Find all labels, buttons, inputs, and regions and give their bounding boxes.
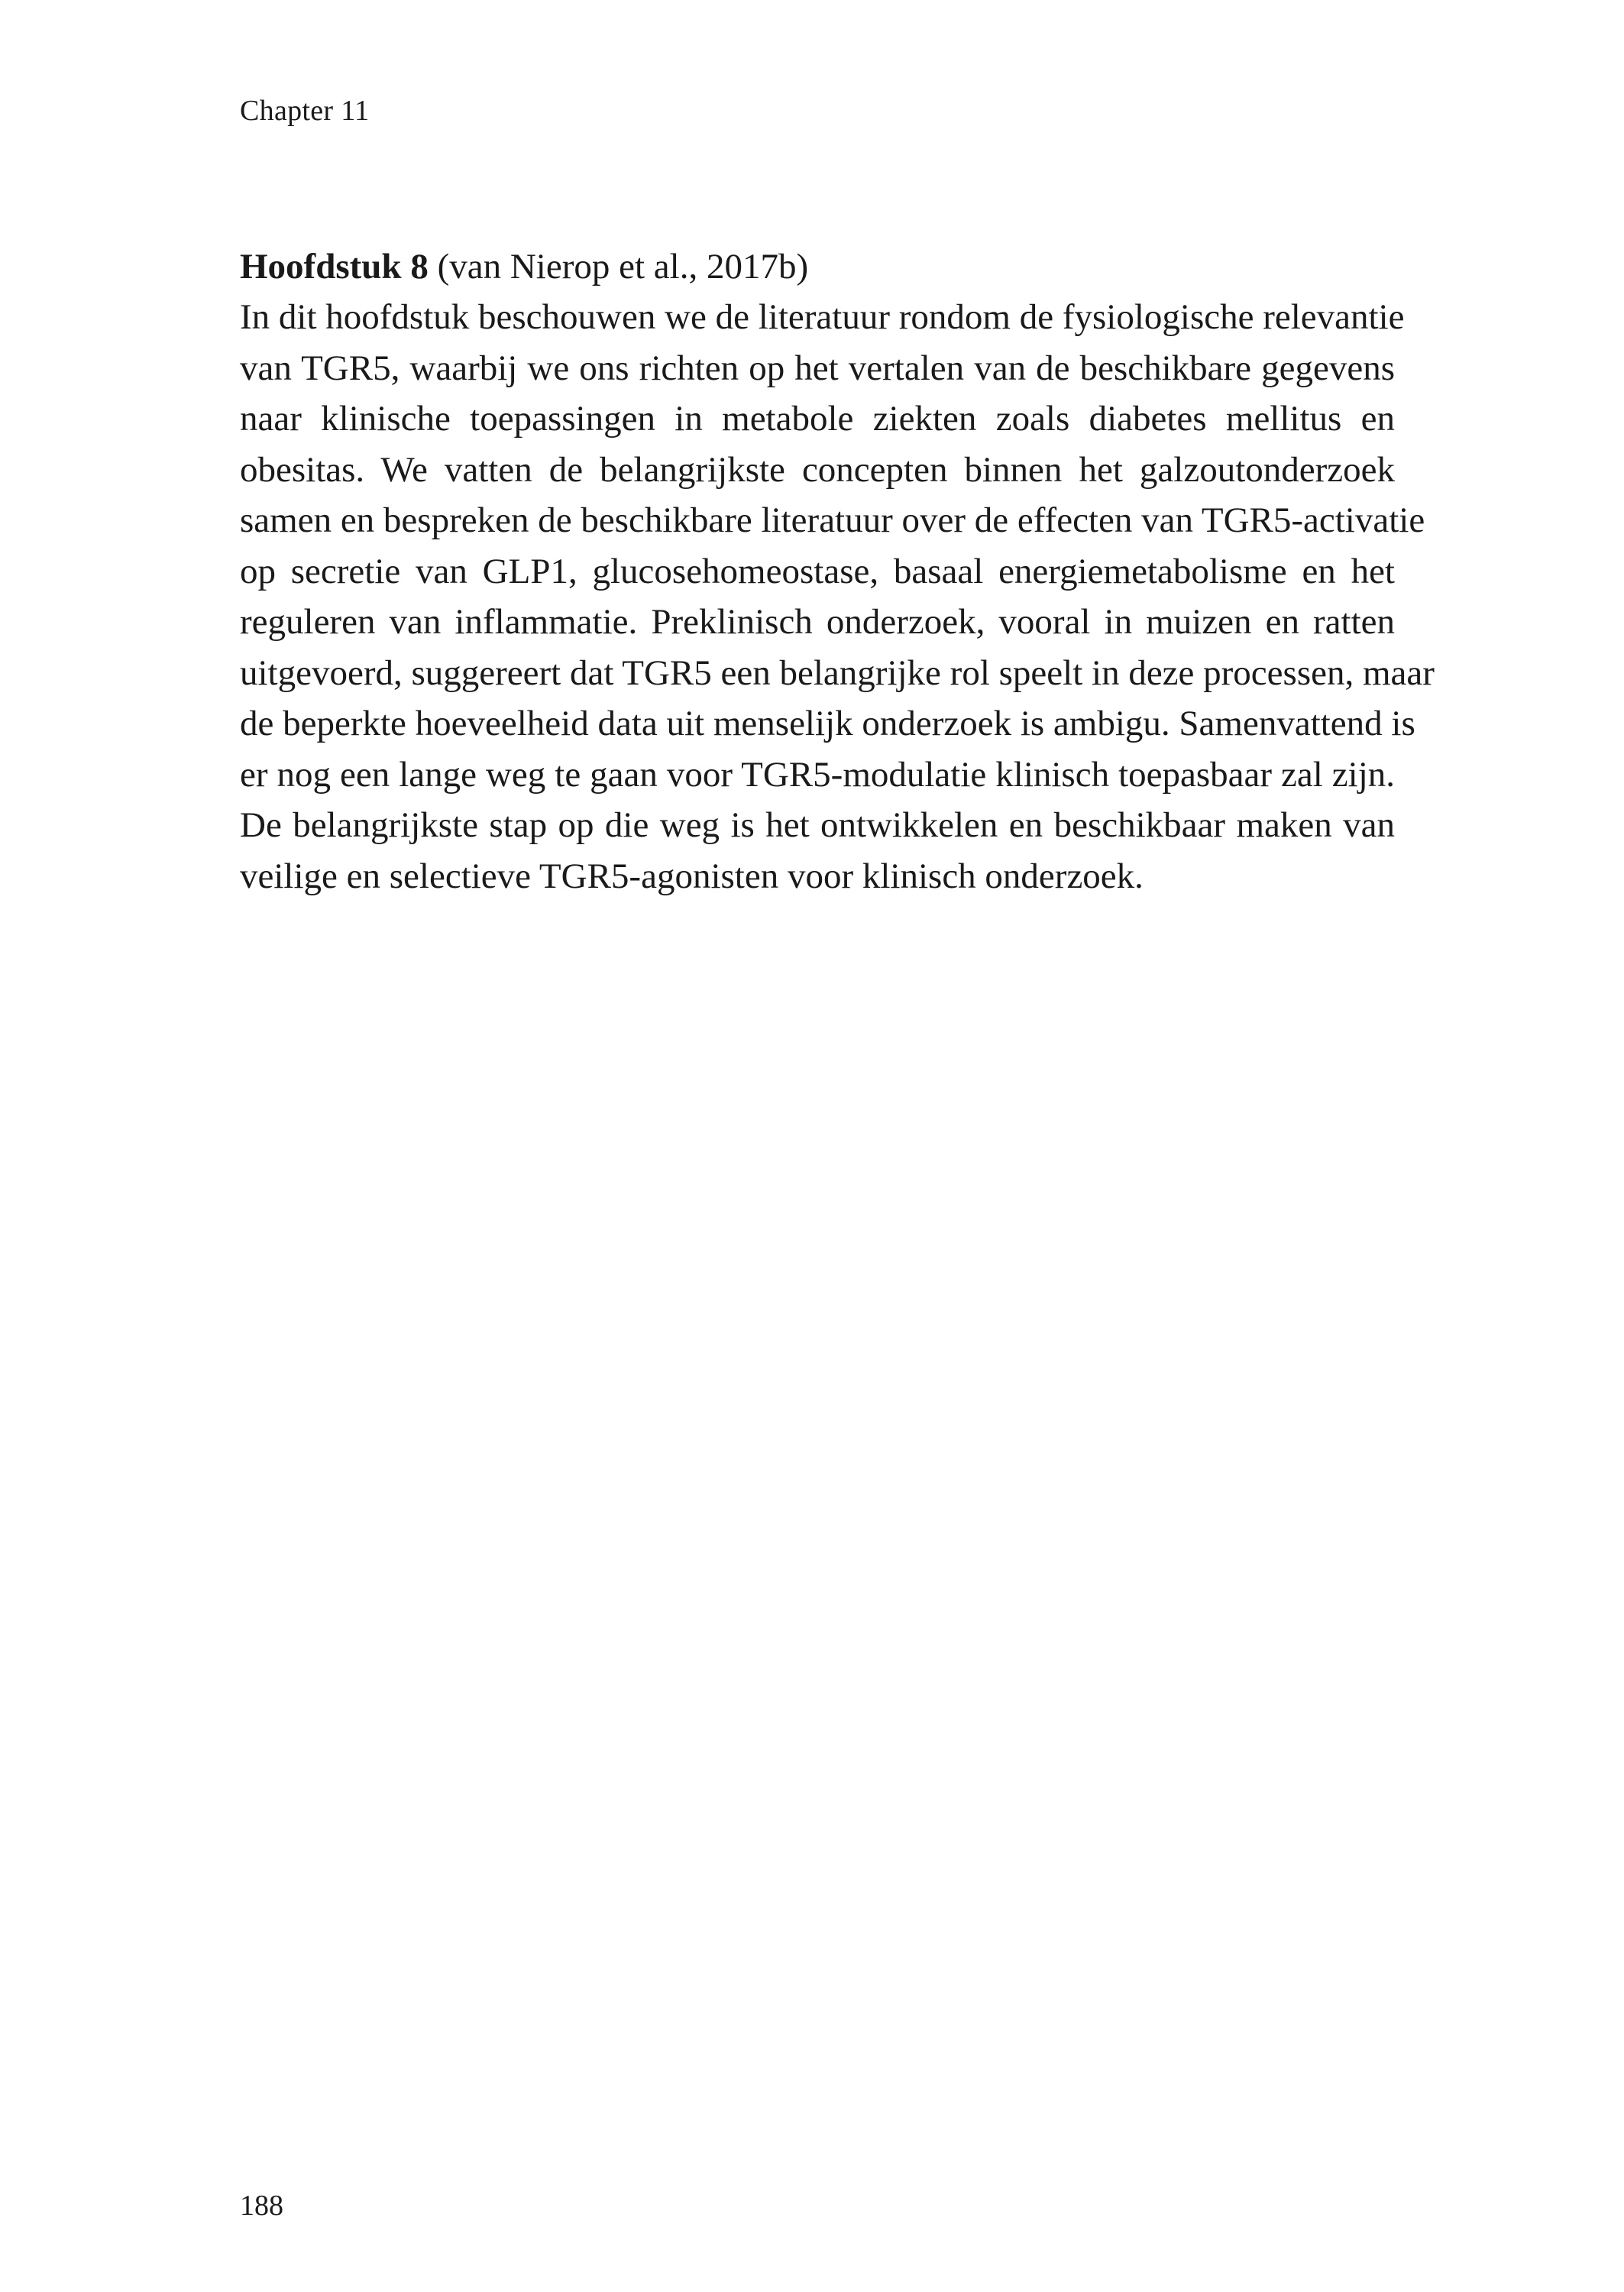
paragraph-line: naar klinische toepassingen in metabole ziekten zoals diabetes mellitus en: [240, 399, 1395, 439]
paragraph-line: veilige en selectieve TGR5-agonisten voor klinisch onderzoek.: [240, 856, 1144, 896]
summary-section: [240, 241, 1435, 902]
summary-paragraph: [240, 292, 1435, 902]
paragraph-line: obesitas. We vatten de belangrijkste concepten binnen het galzoutonderzoek: [240, 449, 1395, 490]
paragraph-line: In dit hoofdstuk beschouwen we de literatuur rondom de fysiologische relevantie: [240, 297, 1405, 337]
chapter-label: Hoofdstuk 8: [240, 247, 429, 286]
paragraph-line: de beperkte hoeveelheid data uit menselijk onderzoek is ambigu. Samenvattend is: [240, 704, 1415, 743]
running-header: Chapter 11: [240, 95, 370, 127]
paragraph-line: uitgevoerd, suggereert dat TGR5 een belangrijke rol speelt in deze processen, maar: [240, 652, 1435, 693]
page-number: 188: [240, 2190, 283, 2222]
chapter-citation: (van Nierop et al., 2017b): [428, 247, 809, 286]
paragraph-line: samen en bespreken de beschikbare literatuur over de effecten van TGR5-activatie: [240, 500, 1425, 540]
paragraph-line: De belangrijkste stap op die weg is het ontwikkelen en beschikbaar maken van: [240, 805, 1395, 845]
paragraph-line: van TGR5, waarbij we ons richten op het vertalen van de beschikbare gegevens: [240, 348, 1395, 388]
paragraph-line: er nog een lange weg te gaan voor TGR5-modulatie klinisch toepasbaar zal zijn.: [240, 754, 1395, 795]
section-heading: [240, 241, 1395, 292]
paragraph-line: op secretie van GLP1, glucosehomeostase, basaal energiemetabolisme en het: [240, 551, 1395, 591]
paragraph-line: reguleren van inflammatie. Preklinisch onderzoek, vooral in muizen en ratten: [240, 602, 1395, 642]
